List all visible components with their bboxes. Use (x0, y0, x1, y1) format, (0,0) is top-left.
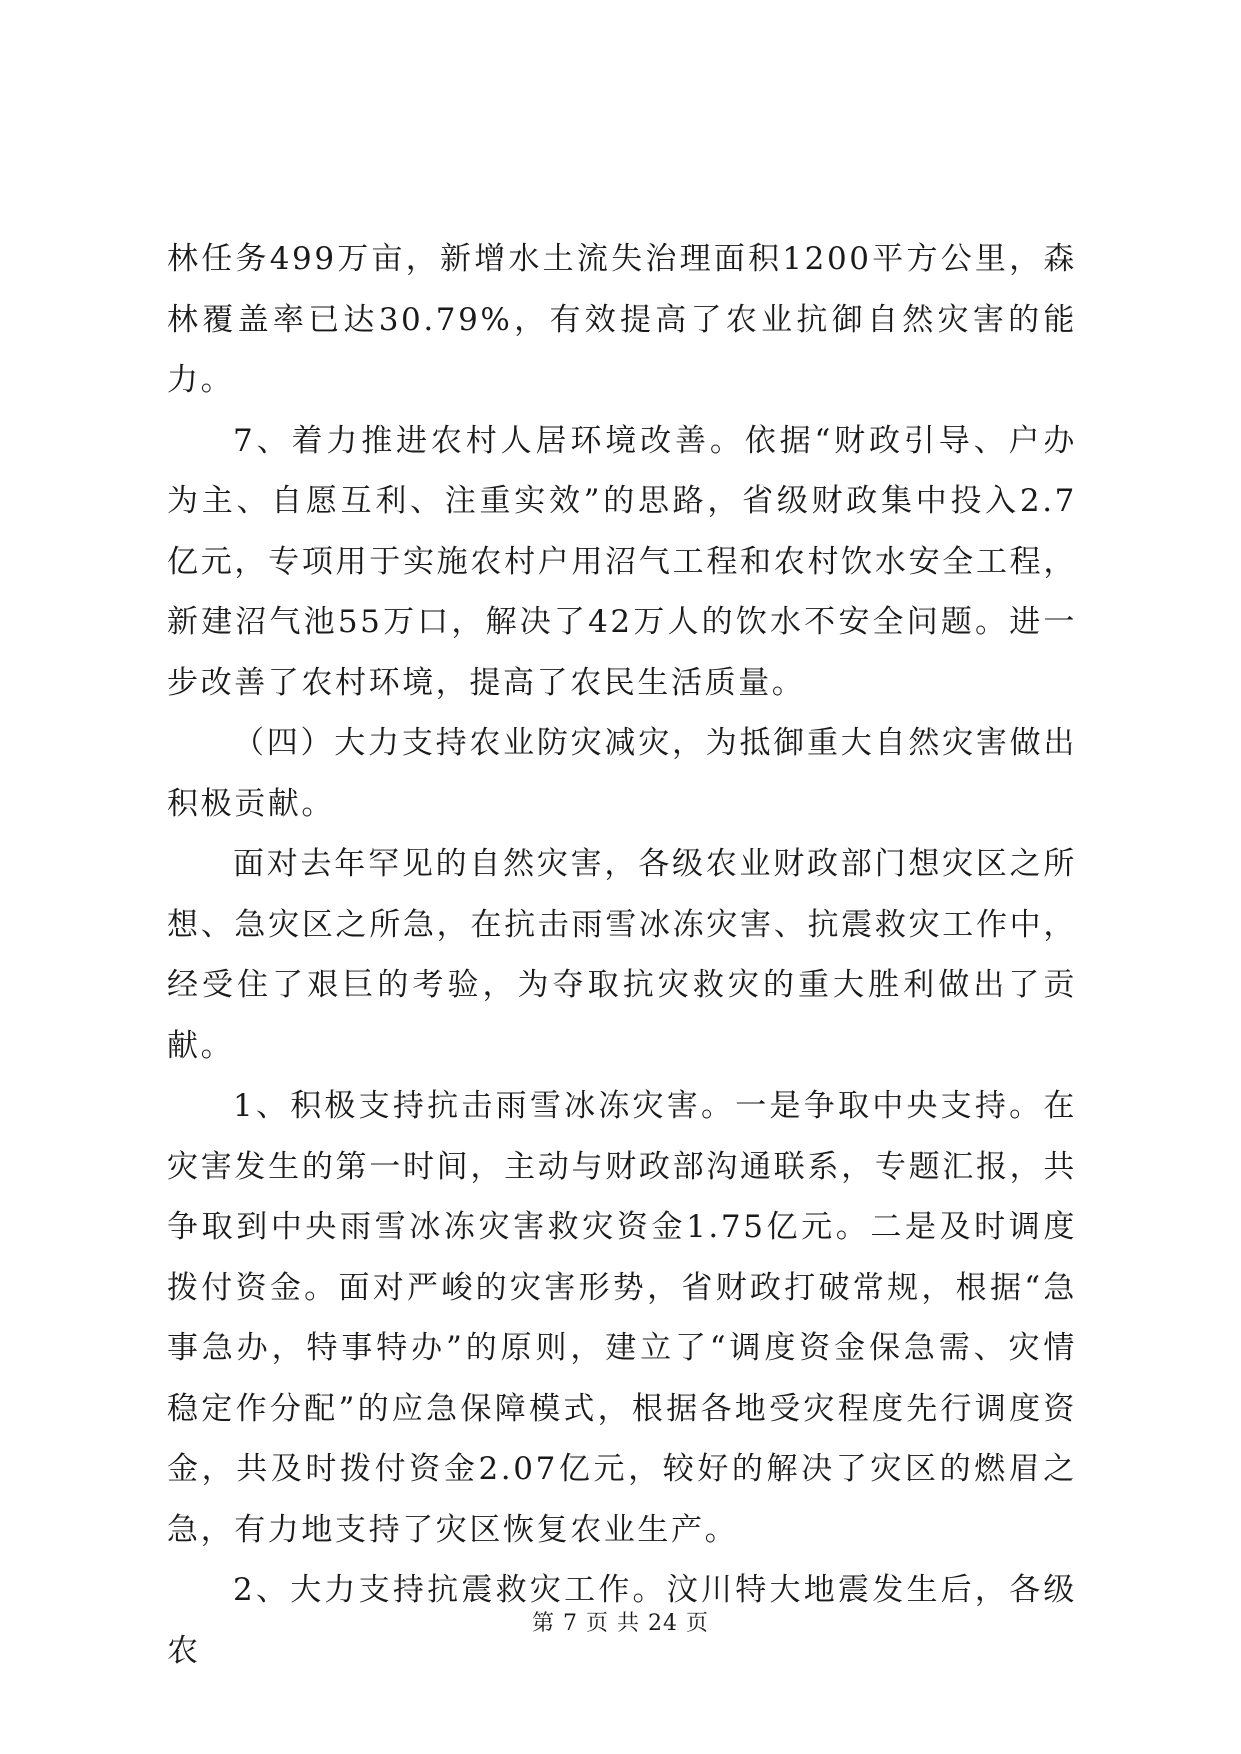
document-body (167, 229, 1077, 1681)
paragraph: 林任务499万亩，新增水土流失治理面积1200平方公里，森林覆盖率已达30.79%，有效提高了农业抗御自然灾害的能力。 (167, 241, 1078, 398)
paragraph: 1、积极支持抗击雨雪冰冻灾害。一是争取中央支持。在灾害发生的第一时间，主动与财政部沟通联系，专题汇报，共争取到中央雨雪冰冻灾害救灾资金1.75亿元。二是及时调度拨付资金。面对严峻的灾害形势，省财政打破常规，根据“急事急办，特事特办”的原则，建立了“调度资金保急需、灾情稳定作分配”的应急保障模式，根据各地受灾程度先行调度资金，共及时拨付资金2.07亿元，较好的解决了灾区的燃眉之急，有力地支持了灾区恢复农业生产。 (167, 1088, 1077, 1548)
page-number-footer: 第 7 页 共 24 页 (532, 1611, 709, 1636)
paragraph: 面对去年罕见的自然灾害，各级农业财政部门想灾区之所想、急灾区之所急，在抗击雨雪冰冻灾害、抗震救灾工作中，经受住了艰巨的考验，为夺取抗灾救灾的重大胜利做出了贡献。 (167, 846, 1077, 1064)
section-heading: （四）大力支持农业防灾减灾，为抵御重大自然灾害做出积极贡献。 (167, 725, 1077, 822)
paragraph: 7、着力推进农村人居环境改善。依据“财政引导、户办为主、自愿互利、注重实效”的思路，省级财政集中投入2.7亿元，专项用于实施农村户用沼气工程和农村饮水安全工程，新建沼气池55万口，解决了42万人的饮水不安全问题。进一步改善了农村环境，提高了农民生活质量。 (167, 422, 1077, 701)
paragraph: 2、大力支持抗震救灾工作。汶川特大地震发生后，各级农 (167, 1572, 1077, 1669)
